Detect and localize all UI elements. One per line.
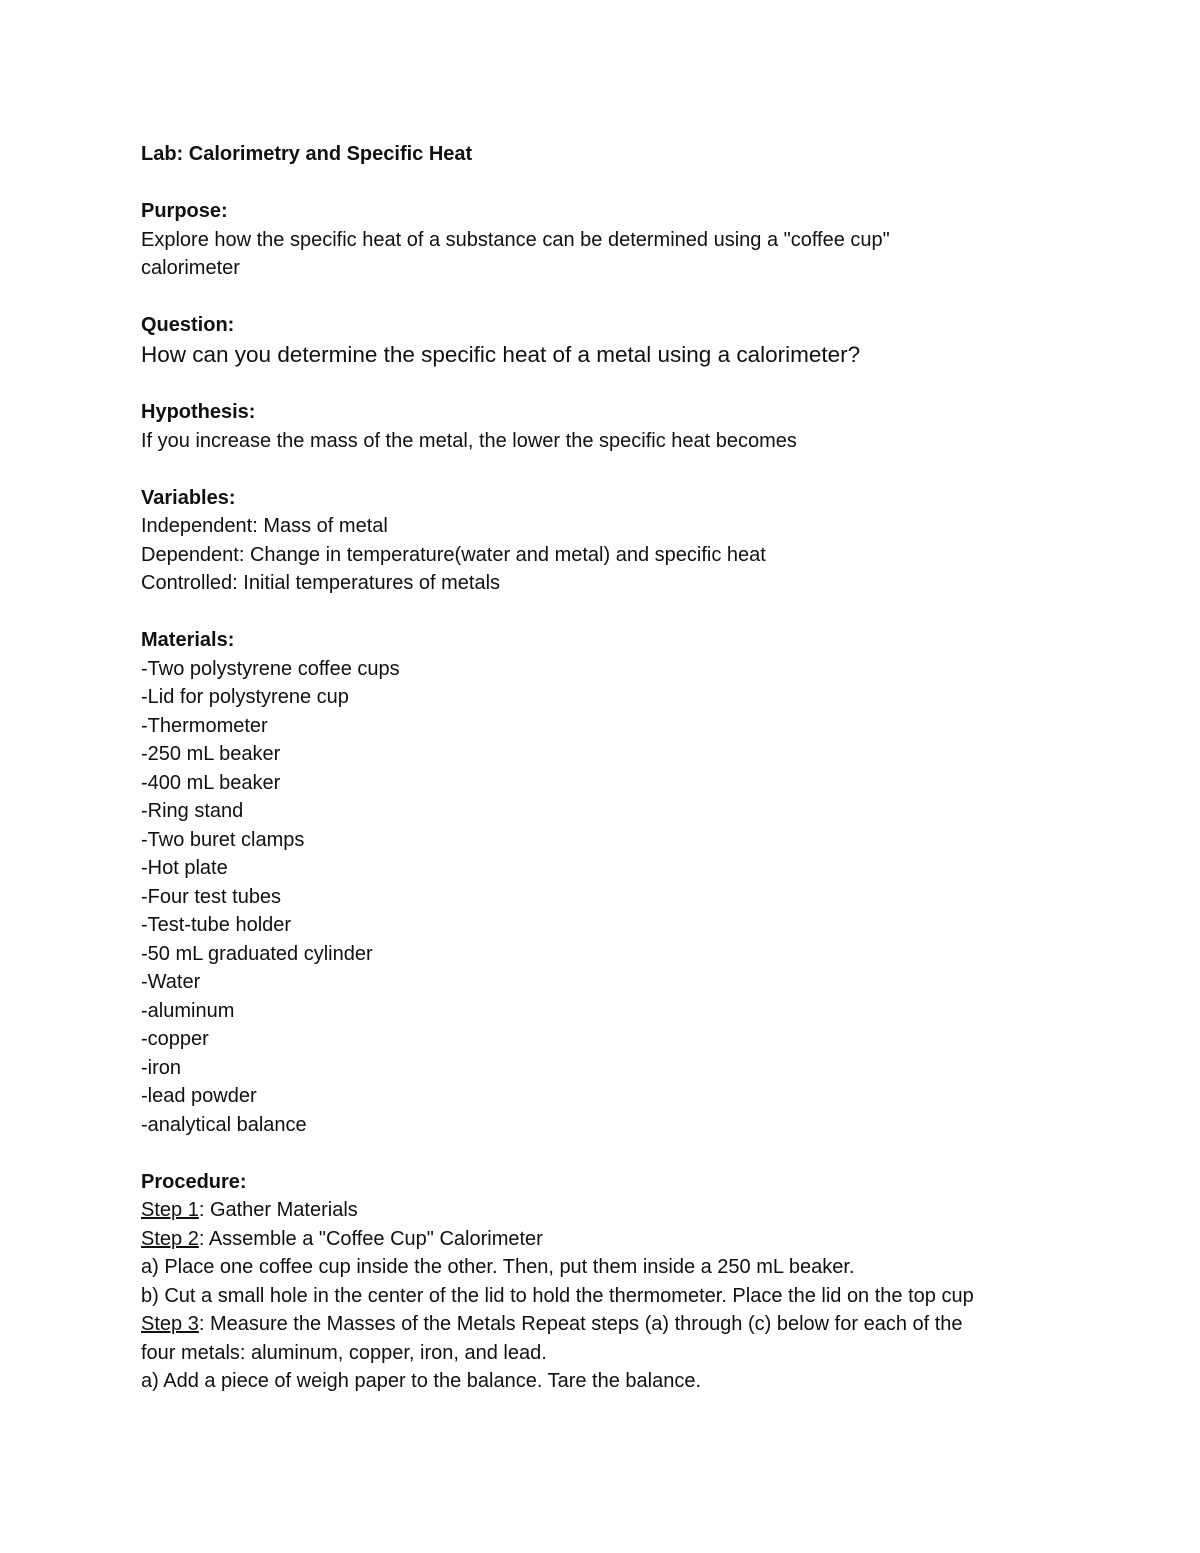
list-item: -Lid for polystyrene cup [141,686,349,708]
variables-heading: Variables: [141,486,236,509]
list-item: -Water [141,971,201,993]
list-item: -Hot plate [141,857,228,879]
list-item: -Four test tubes [141,885,282,908]
materials-heading: Materials: [141,629,235,651]
list-item: -50 mL graduated cylinder [141,942,373,965]
list-item: -lead powder [141,1085,257,1107]
list-item: -Two polystyrene coffee cups [141,657,400,680]
purpose-text-line1: Explore how the specific heat of a substance can be determined using a "coffee cup" [141,228,890,251]
procedure-step-2 [141,1225,1061,1254]
procedure-heading: Procedure: [141,1170,247,1193]
procedure-step-1 [141,1196,1061,1225]
question-heading: Question: [141,314,235,336]
list-item: -analytical balance [141,1113,307,1136]
procedure-step-3a: a) Add a piece of weigh paper to the balance. Tare the balance. [141,1370,702,1392]
list-item: -copper [141,1028,209,1050]
step-1-label: Step 1 [141,1199,199,1221]
spacer [141,370,1061,399]
procedure-step-2b: b) Cut a small hole in the center of the lid to hold the thermometer. Place the lid on the top cup [141,1284,974,1307]
spacer [141,1139,1061,1168]
variable-controlled: Controlled: Initial temperatures of metals [141,572,501,594]
step-2-text: : Assemble a "Coffee Cup" Calorimeter [198,1227,543,1250]
document-page [141,140,1061,1396]
list-item: -Thermometer [141,714,268,737]
list-item: -aluminum [141,999,235,1022]
step-3-text: : Measure the Masses of the Metals Repeat steps (a) through (c) below for each of the [198,1313,963,1335]
spacer [141,283,1061,312]
list-item: -Two buret clamps [141,828,305,851]
document-title: Lab: Calorimetry and Specific Heat [141,143,473,165]
spacer [141,455,1061,484]
step-1-text: : Gather Materials [198,1199,358,1221]
purpose-heading: Purpose: [141,200,228,222]
list-item: -250 mL beaker [141,743,281,765]
procedure-step-2a: a) Place one coffee cup inside the other. Then, put them inside a 250 mL beaker. [141,1256,855,1278]
spacer [141,598,1061,627]
variable-dependent: Dependent: Change in temperature(water and metal) and specific heat [141,543,766,566]
procedure-step-3-continued: four metals: aluminum, copper, iron, and lead. [141,1341,547,1364]
list-item: -Ring stand [141,800,244,822]
list-item: -400 mL beaker [141,771,281,794]
hypothesis-text: If you increase the mass of the metal, the lower the specific heat becomes [141,429,797,452]
list-item: -Test-tube holder [141,914,292,936]
procedure-step-3 [141,1310,1061,1339]
list-item: -iron [141,1056,182,1079]
materials-list [141,655,1061,1140]
step-3-label: Step 3 [141,1313,199,1335]
step-2-label: Step 2 [141,1227,199,1250]
purpose-text-line2: calorimeter [141,257,240,279]
question-text: How can you determine the specific heat of a metal using a calorimeter? [141,341,861,367]
variable-independent: Independent: Mass of metal [141,515,388,537]
hypothesis-heading: Hypothesis: [141,401,256,423]
spacer [141,169,1061,198]
